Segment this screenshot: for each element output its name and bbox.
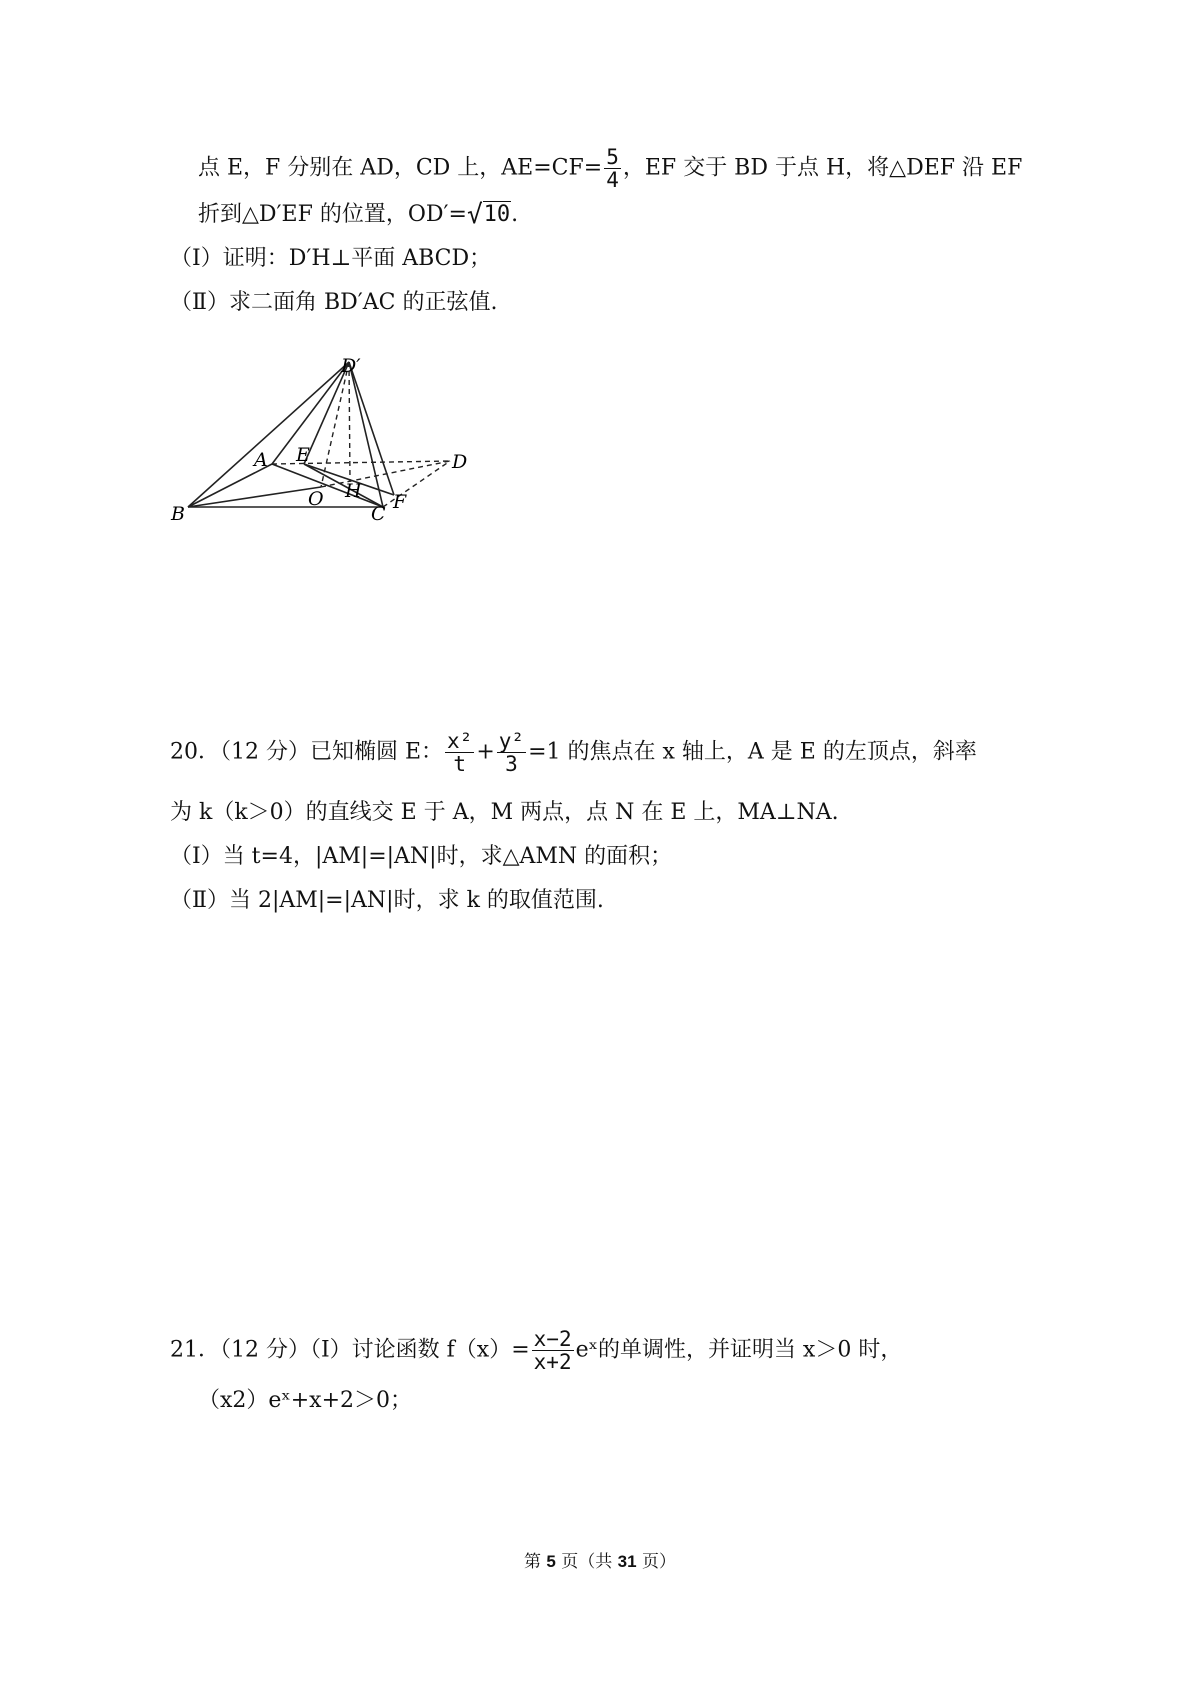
q19-line2-text-b: .	[511, 202, 519, 227]
fraction-numerator: x−2	[533, 1327, 572, 1351]
label-F: F	[393, 491, 407, 513]
fraction-numerator: x²	[447, 729, 473, 753]
fraction-denominator: 4	[606, 168, 619, 192]
footer-page-number: 5	[546, 1552, 556, 1571]
footer-middle: 页（共	[555, 1552, 618, 1572]
q19-line1-text-b: ，EF 交于 BD 于点 H，将△DEF 沿 EF	[622, 155, 1023, 181]
q20-line1	[170, 730, 977, 775]
q21-line1-text-a: 21．（12 分）（Ⅰ）讨论函数 f（x）=	[170, 1337, 530, 1363]
label-O: O	[308, 488, 324, 510]
fraction-numerator: 5	[606, 145, 619, 169]
q19-part1: （Ⅰ）证明：D′H⊥平面 ABCD；	[170, 246, 492, 271]
q20-part2: （Ⅱ）当 2|AM|=|AN|时，求 k 的取值范围.	[170, 888, 604, 913]
footer-prefix: 第	[523, 1552, 547, 1572]
sqrt-10	[467, 200, 511, 230]
fraction-numerator: y²	[498, 729, 525, 753]
q21-line1	[170, 1328, 902, 1373]
q20-line2: 为 k（k＞0）的直线交 E 于 A，M 两点，点 N 在 E 上，MA⊥NA.	[170, 800, 839, 825]
fraction-denominator: x+2	[533, 1350, 572, 1374]
fraction-x-minus-2-over-x-plus-2	[532, 1328, 574, 1373]
q19-line2-text-a: 折到△D′EF 的位置，OD′=	[198, 202, 467, 227]
label-B: B	[171, 503, 185, 525]
fraction-x2-t	[445, 730, 474, 775]
q19-line1	[198, 146, 1022, 191]
q19-line2	[198, 200, 518, 230]
sqrt-radicand: 10	[483, 202, 511, 227]
q19-part2: （Ⅱ）求二面角 B﻿D′A﻿C 的正弦值.	[170, 290, 498, 315]
edge-Dp-H-dashed	[349, 362, 350, 482]
label-A: A	[254, 449, 268, 471]
fraction-denominator: t	[453, 752, 467, 776]
label-E: E	[296, 444, 310, 466]
fraction-denominator: 3	[505, 752, 518, 776]
q20-line1-text-a: 20．（12 分）已知椭圆 E：	[170, 739, 444, 765]
q21-line2: （x﻿2）eˣ+x+2＞0；	[198, 1388, 413, 1413]
fraction-5-4	[604, 146, 621, 191]
page-footer	[0, 1547, 1200, 1572]
q20-part1: （Ⅰ）当 t=4，|AM|=|AN|时，求△AMN 的面积；	[170, 844, 673, 869]
label-Dprime: D′	[341, 355, 361, 377]
radical-sign-icon: √	[466, 200, 483, 230]
label-C: C	[371, 503, 386, 525]
fraction-y2-3	[497, 730, 526, 775]
q21-line1-text-b: eˣ的单调性，并证明当 x＞0 时，	[575, 1337, 903, 1363]
footer-suffix: 页）	[636, 1552, 676, 1572]
plus-sign: +	[476, 739, 495, 765]
footer-total-pages: 31	[617, 1552, 637, 1571]
pyramid-figure	[171, 355, 488, 532]
q19-line1-text-a: 点 E，F 分别在 AD，CD 上，AE=CF=	[198, 155, 603, 181]
label-D: D	[452, 451, 468, 473]
label-H: H	[345, 480, 362, 502]
edge-Dp-F	[349, 362, 394, 495]
q20-line1-text-b: =1 的焦点在 x 轴上，A 是 E 的左顶点，斜率	[528, 739, 977, 765]
